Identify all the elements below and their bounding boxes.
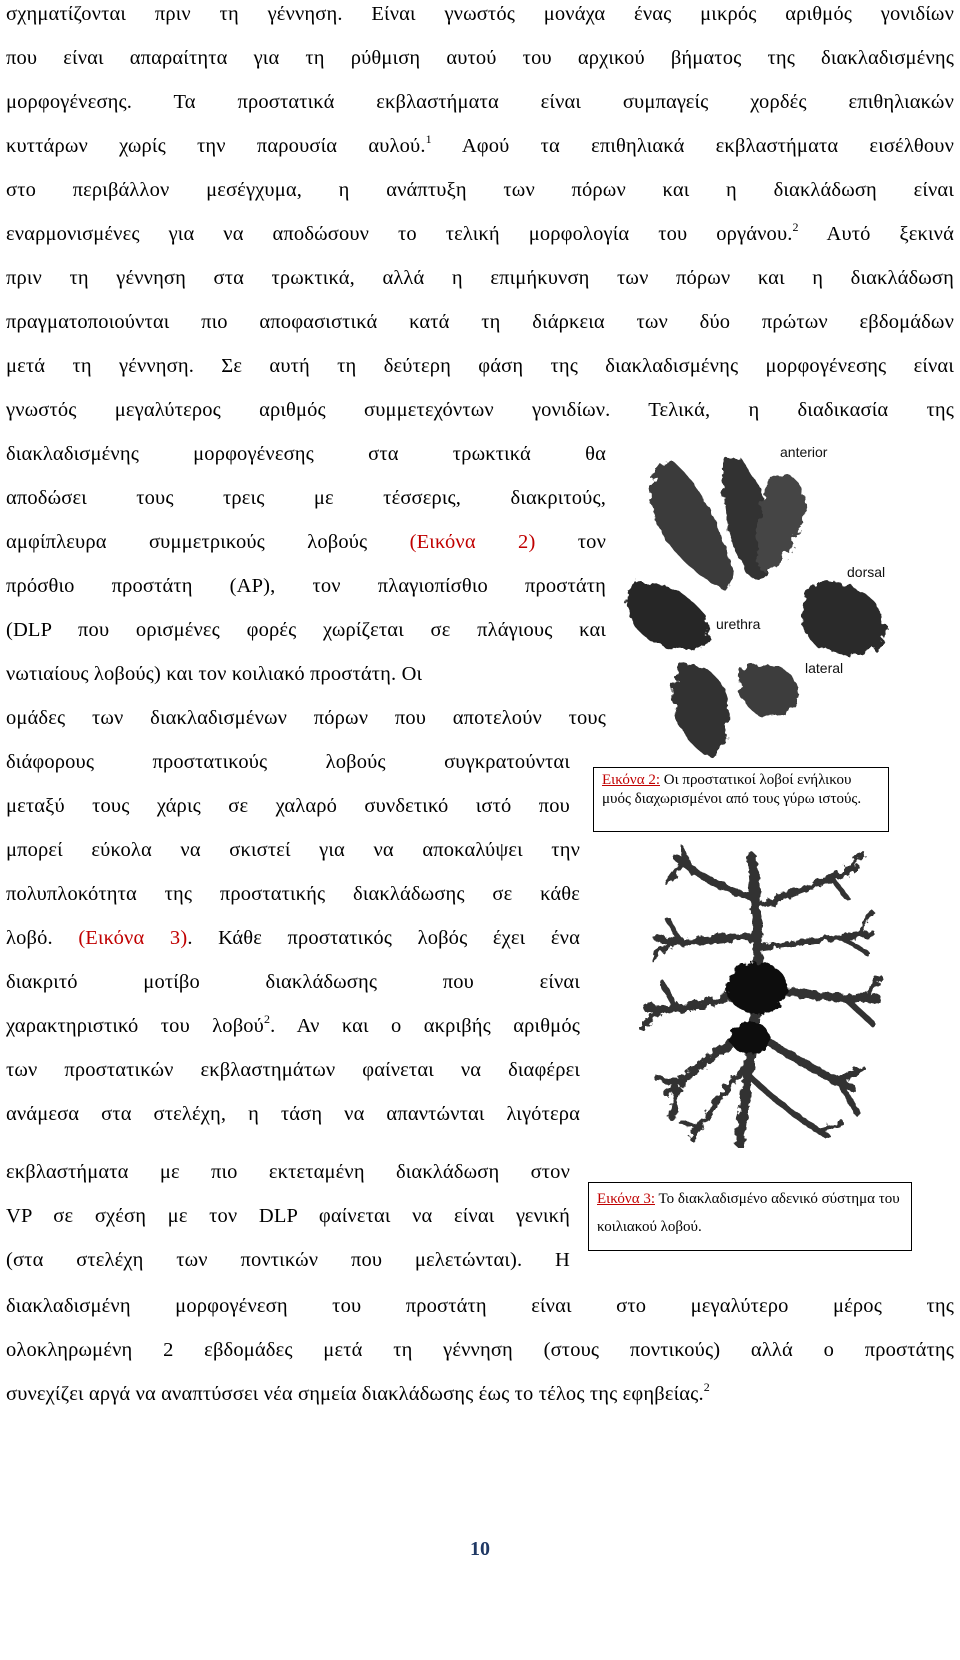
figure-2-caption-label[interactable]: Εικόνα 2: xyxy=(602,772,660,788)
text-line: μορφογένεσης. Τα προστατικά εκβλαστήματα είναι συμπαγείς χορδές επιθηλιακών xyxy=(6,91,954,113)
text-line xyxy=(6,530,606,554)
anterior-lobe-tip xyxy=(758,473,805,571)
text-line: διακλαδισμένης μορφογένεσης στα τρωκτικά θα xyxy=(6,443,606,465)
text-line: VP σε σχέση με τον DLP φαίνεται να είναι γενική xyxy=(6,1205,570,1227)
figure-3-caption-text: Το διακλαδισμένο αδενικό σύστημα του κοιλιακού λοβού. xyxy=(597,1191,900,1235)
figure-reference-link[interactable]: (Εικόνα 3) xyxy=(78,927,188,949)
text-line: μπορεί εύκολα να σκιστεί για να αποκαλύψει την xyxy=(6,839,580,861)
text-line: αποδώσει τους τρεις με τέσσερις, διακριτούς, xyxy=(6,487,606,509)
lateral-lobe-left xyxy=(673,664,728,755)
text-line: νωτιαίους λοβούς) και τον κοιλιακό προστάτη. Οι xyxy=(6,663,423,685)
ventral-lobe-branching-figure xyxy=(622,838,890,1148)
text-line: που είναι απαραίτητα για τη ρύθμιση αυτού του αρχικού βήματος της διακλαδισμένης xyxy=(6,47,954,69)
footnote-ref[interactable]: 2 xyxy=(792,220,799,234)
dorsal-lobe-right xyxy=(803,583,885,655)
text-run: χαρακτηριστικό του λοβού xyxy=(6,1015,264,1037)
text-run: τον xyxy=(535,531,606,553)
ductal-hub xyxy=(727,962,787,1014)
text-line: γνωστός μεγαλύτερος αριθμός συμμετεχόντων γονιδίων. Τελικά, η διαδικασία της xyxy=(6,399,954,421)
text-run: αμφίπλευρα συμμετρικούς λοβούς xyxy=(6,531,410,553)
text-run: συνεχίζει αργά να αναπτύσσει νέα σημεία διακλάδωσης έως το τέλος της εφηβείας. xyxy=(6,1383,704,1405)
figure-2-caption-text: Οι προστατικοί λοβοί ενήλικου μυός διαχωρισμένοι από τους γύρω ιστούς. xyxy=(602,772,862,807)
text-line: μετά τη γέννηση. Σε αυτή τη δεύτερη φάση της διακλαδισμένης μορφογένεσης είναι xyxy=(6,355,954,377)
text-line: πραγματοποιούνται πιο αποφασιστικά κατά τη διάρκεια των δύο πρώτων εβδομάδων xyxy=(6,311,954,333)
text-line: διάφορους προστατικούς λοβούς συγκρατούνται xyxy=(6,751,570,773)
text-line: πριν τη γέννηση στα τρωκτικά, αλλά η επιμήκυνση των πόρων και η διακλάδωση xyxy=(6,267,954,289)
text-line: στο περιβάλλον μεσέγχυμα, η ανάπτυξη των πόρων και η διακλάδωση είναι xyxy=(6,179,954,201)
text-run: Αφού τα επιθηλιακά εκβλαστήματα εισέλθουν xyxy=(431,135,954,157)
text-run: κυττάρων χωρίς την παρουσία αυλού. xyxy=(6,135,426,157)
ductal-hub xyxy=(730,1022,770,1054)
lateral-lobe-right xyxy=(739,663,798,716)
text-run: Αυτό ξεκινά xyxy=(798,223,954,245)
text-line: πρόσθιο προστάτη (AP), τον πλαγιοπίσθιο προστάτη xyxy=(6,575,606,597)
duct-branch xyxy=(746,1073,827,1136)
text-line: πολυπλοκότητα της προστατικής διακλάδωσης σε κάθε xyxy=(6,883,580,905)
figure-3-caption-label[interactable]: Εικόνα 3: xyxy=(597,1191,655,1207)
figure-2-caption xyxy=(593,767,889,832)
text-run: εναρμονισμένες για να αποδώσουν το τελική μορφολογία του οργάνου. xyxy=(6,223,793,245)
prostate-lobes-figure xyxy=(620,435,900,765)
dorsal-label: dorsal xyxy=(847,564,886,580)
text-line: ομάδες των διακλαδισμένων πόρων που αποτελούν τους xyxy=(6,707,606,729)
lateral-label: lateral xyxy=(805,660,844,676)
text-line xyxy=(6,1014,580,1038)
anterior-label: anterior xyxy=(780,444,828,460)
text-line: (DLP που ορισμένες φορές χωρίζεται σε πλάγιους και xyxy=(6,619,606,641)
text-line: ανάμεσα στα στελέχη, η τάση να απαντώνται λιγότερα xyxy=(6,1103,580,1125)
figure-reference-link[interactable]: (Εικόνα 2) xyxy=(409,531,536,553)
figure-3-caption xyxy=(588,1182,912,1251)
text-line: σχηματίζονται πριν τη γέννηση. Είναι γνωστός μονάχα ένας μικρός αριθμός γονιδίων xyxy=(6,3,954,25)
anterior-lobe-left xyxy=(651,463,734,589)
text-line: μεταξύ τους χάρις σε χαλαρό συνδετικό ιστό που xyxy=(6,795,570,817)
text-line xyxy=(6,134,954,158)
text-run: λοβό. xyxy=(6,927,79,949)
text-line: (στα στελέχη των ποντικών που μελετώνται). Η xyxy=(6,1249,570,1271)
text-line: διακλαδισμένη μορφογένεση του προστάτη είναι στο μεγαλύτερο μέρος της xyxy=(6,1295,954,1317)
urethra-label: urethra xyxy=(716,616,761,632)
footnote-ref[interactable]: 2 xyxy=(703,1380,710,1394)
text-line: διακριτό μοτίβο διακλάδωσης που είναι xyxy=(6,971,580,993)
duct-twig xyxy=(682,1123,842,1130)
footnote-ref[interactable]: 1 xyxy=(425,132,432,146)
text-line: των προστατικών εκβλαστημάτων φαίνεται να διαφέρει xyxy=(6,1059,580,1081)
footnote-ref[interactable]: 2 xyxy=(263,1012,271,1026)
text-line xyxy=(6,1382,710,1406)
dorsal-lobe-left xyxy=(627,582,709,650)
text-line xyxy=(6,926,580,950)
text-line xyxy=(6,222,954,246)
text-line: ολοκληρωμένη 2 εβδομάδες μετά τη γέννηση (στους ποντικούς) αλλά ο προστάτης xyxy=(6,1339,954,1361)
text-run: . Κάθε προστατικός λοβός έχει ένα xyxy=(187,927,580,949)
text-line: εκβλαστήματα με πιο εκτεταμένη διακλάδωση στον xyxy=(6,1161,570,1183)
page-number: 10 xyxy=(470,1538,490,1560)
text-run: . Αν και ο ακριβής αριθμός xyxy=(270,1015,580,1037)
